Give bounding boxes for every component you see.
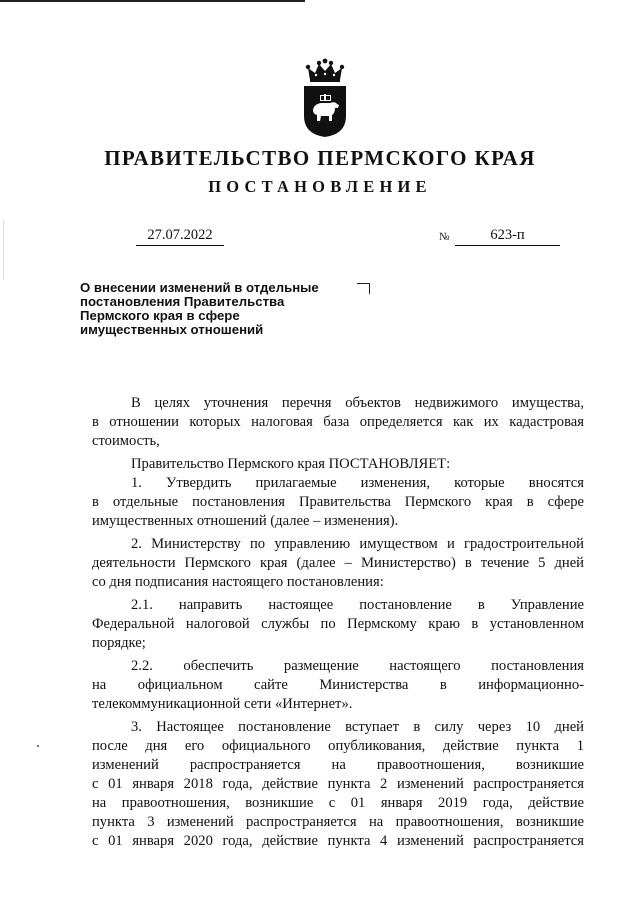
number-underline <box>455 245 560 246</box>
subject-line: О внесении изменений в отдельные <box>80 280 319 295</box>
body-line: изменений распространяется на правоотношения, возникшие <box>92 757 584 773</box>
crown-icon <box>306 59 344 82</box>
body-line: порядке; <box>92 635 146 651</box>
document-type: ПОСТАНОВЛЕНИЕ <box>208 177 432 196</box>
body-line: 1. Утвердить прилагаемые изменения, которые вносятся <box>131 475 584 491</box>
body-line: 3. Настоящее постановление вступает в силу через 10 дней <box>131 719 584 735</box>
body-line: имущественных отношений (далее – изменения). <box>92 513 399 529</box>
body-line: с 01 января 2020 года, действие пункта 4 изменений распространяется <box>92 833 584 849</box>
body-line: Правительство Пермского края ПОСТАНОВЛЯЕТ: <box>131 456 451 472</box>
coat-of-arms-icon <box>300 58 350 138</box>
subject-line: имущественных отношений <box>80 322 264 337</box>
document-subject <box>80 281 360 337</box>
government-title: ПРАВИТЕЛЬСТВО ПЕРМСКОГО КРАЯ <box>104 146 536 170</box>
document-body <box>92 394 584 851</box>
body-line: со дня подписания настоящего постановления: <box>92 574 384 590</box>
subject-line: постановления Правительства <box>80 294 285 309</box>
body-line: пункта 3 изменений распространяется на правоотношения, возникшие <box>92 814 584 830</box>
document-date: 27.07.2022 <box>147 227 213 243</box>
body-line: после дня его официального опубликования, действие пункта 1 <box>92 738 584 754</box>
body-line: стоимость, <box>92 433 160 449</box>
body-line: деятельности Пермского края (далее – Министерство) в течение 5 дней <box>92 555 584 571</box>
body-line: в отношении которых налоговая база определяется как их кадастровая <box>92 414 584 430</box>
subject-corner-bracket <box>357 283 370 294</box>
body-line: 2. Министерству по управлению имуществом и градостроительной <box>131 536 584 552</box>
subject-line: Пермского края в сфере <box>80 308 240 323</box>
body-line: телекоммуникационной сети «Интернет». <box>92 696 353 712</box>
number-label: № <box>439 231 450 243</box>
body-line: на правоотношения, возникшие с 01 января 2019 года, действие <box>92 795 584 811</box>
scan-edge-mark <box>3 220 4 280</box>
body-line: 2.1. направить настоящее постановление в Управление <box>131 597 584 613</box>
body-line: В целях уточнения перечня объектов недвижимого имущества, <box>131 395 584 411</box>
page-top-rule <box>0 0 305 2</box>
body-line: с 01 января 2018 года, действие пункта 2 изменений распространяется <box>92 776 584 792</box>
body-line: в отдельные постановления Правительства Пермского края в сфере <box>92 494 584 510</box>
document-number: 623-п <box>490 227 525 243</box>
body-line: 2.2. обеспечить размещение настоящего постановления <box>131 658 584 674</box>
body-line: на официальном сайте Министерства в информационно- <box>92 677 584 693</box>
date-underline <box>136 245 224 246</box>
body-line: Федеральной налоговой службы по Пермскому краю в установленном <box>92 616 584 632</box>
scan-dot-mark <box>37 745 39 747</box>
